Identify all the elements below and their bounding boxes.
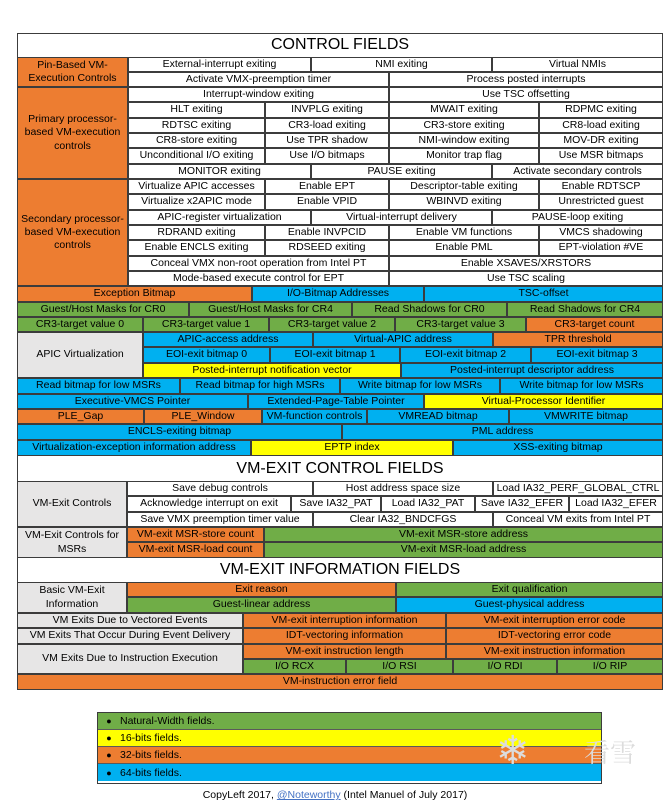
field-pause-exiting: PAUSE exiting: [311, 164, 492, 179]
field-write-bitmap-low-msrs-2: Write bitmap for low MSRs: [500, 378, 663, 394]
field-conceal-vm-exits-from-intel-pt: Conceal VM exits from Intel PT: [493, 512, 663, 527]
field-vm-function-controls: VM-function controls: [262, 409, 367, 424]
field-ple-window: PLE_Window: [144, 409, 262, 424]
field-eoi-exit-bitmap-0: EOI-exit bitmap 0: [143, 347, 270, 363]
field-cr3-target-value-0: CR3-target value 0: [17, 317, 143, 332]
field-eptp-index: EPTP index: [251, 440, 453, 456]
field-interrupt-window-exiting: Interrupt-window exiting: [128, 87, 389, 102]
field-clear-ia32-bndcfgs: Clear IA32_BNDCFGS: [313, 512, 493, 527]
field-rdseed-exiting: RDSEED exiting: [265, 240, 389, 256]
field-eoi-exit-bitmap-3: EOI-exit bitmap 3: [531, 347, 663, 363]
field-vmexit-msr-store-address: VM-exit MSR-store address: [264, 527, 663, 542]
field-idt-vectoring-error-code: IDT-vectoring error code: [446, 628, 663, 644]
secondary-processor-label: Secondary processor-based VM-execution controls: [17, 179, 128, 286]
field-monitor-exiting: MONITOR exiting: [128, 164, 311, 179]
primary-processor-label: Primary processor-based VM-execution controls: [17, 87, 128, 179]
footer-prefix: CopyLeft 2017,: [202, 789, 277, 801]
field-virtual-nmis: Virtual NMIs: [492, 57, 663, 72]
field-virtualization-exception-info-address: Virtualization-exception information address: [17, 440, 251, 456]
field-conceal-vmx-non-root: Conceal VMX non-root operation from Intel PT: [128, 256, 389, 271]
field-save-debug-controls: Save debug controls: [127, 481, 313, 496]
field-guest-physical-address: Guest-physical address: [396, 597, 663, 613]
field-cr8-load-exiting: CR8-load exiting: [539, 118, 663, 133]
field-io-rcx: I/O RCX: [243, 659, 346, 674]
field-vmexit-msr-store-count: VM-exit MSR-store count: [127, 527, 264, 542]
field-save-ia32-efer: Save IA32_EFER: [475, 496, 569, 512]
basic-vmexit-info-label: Basic VM-Exit Information: [17, 582, 127, 613]
field-cr3-target-value-2: CR3-target value 2: [269, 317, 395, 332]
field-read-shadows-cr0: Read Shadows for CR0: [352, 302, 507, 317]
vectored-events-label: VM Exits Due to Vectored Events: [17, 613, 243, 628]
field-invplg-exiting: INVPLG exiting: [265, 102, 389, 118]
field-extended-page-table-pointer: Extended-Page-Table Pointer: [248, 394, 424, 409]
field-exit-qualification: Exit qualification: [396, 582, 663, 597]
field-vmexit-msr-load-address: VM-exit MSR-load address: [264, 542, 663, 558]
vmexit-controls-label: VM-Exit Controls: [17, 481, 127, 527]
field-enable-ept: Enable EPT: [265, 179, 389, 194]
field-vm-instruction-error: VM-instruction error field: [17, 674, 663, 690]
field-apic-register-virtualization: APIC-register virtualization: [128, 210, 311, 225]
field-load-ia32-pat: Load IA32_PAT: [381, 496, 475, 512]
field-enable-encls-exiting: Enable ENCLS exiting: [128, 240, 265, 256]
field-virtual-interrupt-delivery: Virtual-interrupt delivery: [311, 210, 492, 225]
field-exit-reason: Exit reason: [127, 582, 396, 597]
field-pause-loop-exiting: PAUSE-loop exiting: [492, 210, 663, 225]
field-cr3-target-value-1: CR3-target value 1: [143, 317, 269, 332]
field-read-bitmap-high-msrs: Read bitmap for high MSRs: [180, 378, 340, 394]
field-exception-bitmap: Exception Bitmap: [17, 286, 252, 302]
field-virtual-apic-address: Virtual-APIC address: [313, 332, 493, 347]
field-activate-vmx-preemption-timer: Activate VMX-preemption timer: [128, 72, 389, 87]
field-read-shadows-cr4: Read Shadows for CR4: [507, 302, 663, 317]
vmexit-control-title: VM-EXIT CONTROL FIELDS: [236, 460, 444, 477]
field-vmexit-msr-load-count: VM-exit MSR-load count: [127, 542, 264, 558]
field-cr3-target-value-3: CR3-target value 3: [395, 317, 526, 332]
field-nmi-window-exiting: NMI-window exiting: [389, 133, 539, 148]
field-executive-vmcs-pointer: Executive-VMCS Pointer: [17, 394, 248, 409]
watermark-text: 看雪: [583, 737, 636, 768]
field-io-bitmap-addresses: I/O-Bitmap Addresses: [252, 286, 424, 302]
field-vmcs-shadowing: VMCS shadowing: [539, 225, 663, 240]
field-read-bitmap-low-msrs: Read bitmap for low MSRs: [17, 378, 180, 394]
field-descriptor-table-exiting: Descriptor-table exiting: [389, 179, 539, 194]
field-enable-rdtscp: Enable RDTSCP: [539, 179, 663, 194]
field-eoi-exit-bitmap-2: EOI-exit bitmap 2: [400, 347, 531, 363]
legend-label: 64-bits fields.: [120, 766, 182, 779]
event-delivery-label: VM Exits That Occur During Event Delivery: [17, 628, 243, 644]
field-nmi-exiting: NMI exiting: [311, 57, 492, 72]
field-enable-vm-functions: Enable VM functions: [389, 225, 539, 240]
field-acknowledge-interrupt-on-exit: Acknowledge interrupt on exit: [127, 496, 291, 512]
footer-suffix: (Intel Manuel of July 2017): [340, 789, 468, 801]
field-io-rip: I/O RIP: [557, 659, 663, 674]
field-vmexit-instruction-length: VM-exit instruction length: [243, 644, 446, 659]
field-ept-violation-ve: EPT-violation #VE: [539, 240, 663, 256]
field-enable-vpid: Enable VPID: [265, 194, 389, 210]
field-enable-pml: Enable PML: [389, 240, 539, 256]
field-use-tsc-offsetting: Use TSC offsetting: [389, 87, 663, 102]
field-load-ia32-perf-global-ctrl: Load IA32_PERF_GLOBAL_CTRL: [493, 481, 663, 496]
field-save-vmx-preemption-timer-value: Save VMX preemption timer value: [127, 512, 313, 527]
legend-label: 16-bits fields.: [120, 732, 182, 744]
field-posted-interrupt-descriptor-address: Posted-interrupt descriptor address: [401, 363, 663, 378]
field-cr3-target-count: CR3-target count: [526, 317, 663, 332]
footer: [0, 789, 670, 801]
field-xss-exiting-bitmap: XSS-exiting bitmap: [453, 440, 663, 456]
field-monitor-trap-flag: Monitor trap flag: [389, 148, 539, 164]
bullet-icon: ●: [106, 733, 112, 743]
field-write-bitmap-low-msrs: Write bitmap for low MSRs: [340, 378, 500, 394]
field-tpr-threshold: TPR threshold: [493, 332, 663, 347]
field-save-ia32-pat: Save IA32_PAT: [291, 496, 381, 512]
field-enable-xsaves-xrstors: Enable XSAVES/XRSTORS: [389, 256, 663, 271]
field-use-msr-bitmaps: Use MSR bitmaps: [539, 148, 663, 164]
legend-label: 32-bits fields.: [120, 749, 182, 761]
field-vmwrite-bitmap: VMWRITE bitmap: [509, 409, 663, 424]
bullet-icon: ●: [106, 767, 112, 778]
field-virtual-processor-identifier: Virtual-Processor Identifier: [424, 394, 663, 409]
field-io-rdi: I/O RDI: [453, 659, 557, 674]
field-mode-based-execute-control: Mode-based execute control for EPT: [128, 271, 389, 286]
watermark: [496, 722, 636, 780]
field-tsc-offset: TSC-offset: [424, 286, 663, 302]
field-vmread-bitmap: VMREAD bitmap: [367, 409, 509, 424]
field-unrestricted-guest: Unrestricted guest: [539, 194, 663, 210]
field-encls-exiting-bitmap: ENCLS-exiting bitmap: [17, 424, 342, 440]
field-cr3-store-exiting: CR3-store exiting: [389, 118, 539, 133]
field-vmexit-interruption-error-code: VM-exit interruption error code: [446, 613, 663, 628]
snowflake-icon: ❄: [496, 729, 530, 773]
field-load-ia32-efer: Load IA32_EFER: [569, 496, 663, 512]
vmexit-info-title: VM-EXIT INFORMATION FIELDS: [219, 561, 461, 578]
field-vmexit-instruction-information: VM-exit instruction information: [446, 644, 663, 659]
field-use-io-bitmaps: Use I/O bitmaps: [265, 148, 389, 164]
pin-based-label: Pin-Based VM-Execution Controls: [17, 57, 128, 87]
field-posted-interrupt-notification-vector: Posted-interrupt notification vector: [143, 363, 401, 378]
field-eoi-exit-bitmap-1: EOI-exit bitmap 1: [270, 347, 400, 363]
field-use-tpr-shadow: Use TPR shadow: [265, 133, 389, 148]
field-activate-secondary-controls: Activate secondary controls: [492, 164, 663, 179]
field-mwait-exiting: MWAIT exiting: [389, 102, 539, 118]
field-vmexit-interruption-information: VM-exit interruption information: [243, 613, 446, 628]
field-host-address-space-size: Host address space size: [313, 481, 493, 496]
field-rdtsc-exiting: RDTSC exiting: [128, 118, 265, 133]
field-rdrand-exiting: RDRAND exiting: [128, 225, 265, 240]
apic-virtualization-label: APIC Virtualization: [17, 332, 143, 378]
control-fields-title: CONTROL FIELDS: [270, 36, 410, 53]
field-hlt-exiting: HLT exiting: [128, 102, 265, 118]
instruction-execution-label: VM Exits Due to Instruction Execution: [17, 644, 243, 674]
field-external-interrupt-exiting: External-interrupt exiting: [128, 57, 311, 72]
field-apic-access-address: APIC-access address: [143, 332, 313, 347]
field-io-rsi: I/O RSI: [346, 659, 453, 674]
field-rdpmc-exiting: RDPMC exiting: [539, 102, 663, 118]
field-guest-linear-address: Guest-linear address: [127, 597, 396, 613]
field-pml-address: PML address: [342, 424, 663, 440]
field-guest-host-masks-cr0: Guest/Host Masks for CR0: [17, 302, 189, 317]
field-wbinvd-exiting: WBINVD exiting: [389, 194, 539, 210]
field-guest-host-masks-cr4: Guest/Host Masks for CR4: [189, 302, 352, 317]
field-unconditional-io-exiting: Unconditional I/O exiting: [128, 148, 265, 164]
bullet-icon: ●: [106, 716, 112, 726]
field-idt-vectoring-information: IDT-vectoring information: [243, 628, 446, 644]
field-cr3-load-exiting: CR3-load exiting: [265, 118, 389, 133]
field-process-posted-interrupts: Process posted interrupts: [389, 72, 663, 87]
noteworthy-link[interactable]: @Noteworthy: [276, 789, 341, 801]
field-enable-invpcid: Enable INVPCID: [265, 225, 389, 240]
field-use-tsc-scaling: Use TSC scaling: [389, 271, 663, 286]
field-virtualize-x2apic-mode: Virtualize x2APIC mode: [128, 194, 265, 210]
bullet-icon: ●: [106, 750, 112, 760]
field-ple-gap: PLE_Gap: [17, 409, 144, 424]
vmexit-controls-msrs-label: VM-Exit Controls for MSRs: [17, 527, 127, 558]
legend-label: Natural-Width fields.: [120, 715, 215, 727]
field-mov-dr-exiting: MOV-DR exiting: [539, 133, 663, 148]
field-virtualize-apic-accesses: Virtualize APIC accesses: [128, 179, 265, 194]
field-cr8-store-exiting: CR8-store exiting: [128, 133, 265, 148]
